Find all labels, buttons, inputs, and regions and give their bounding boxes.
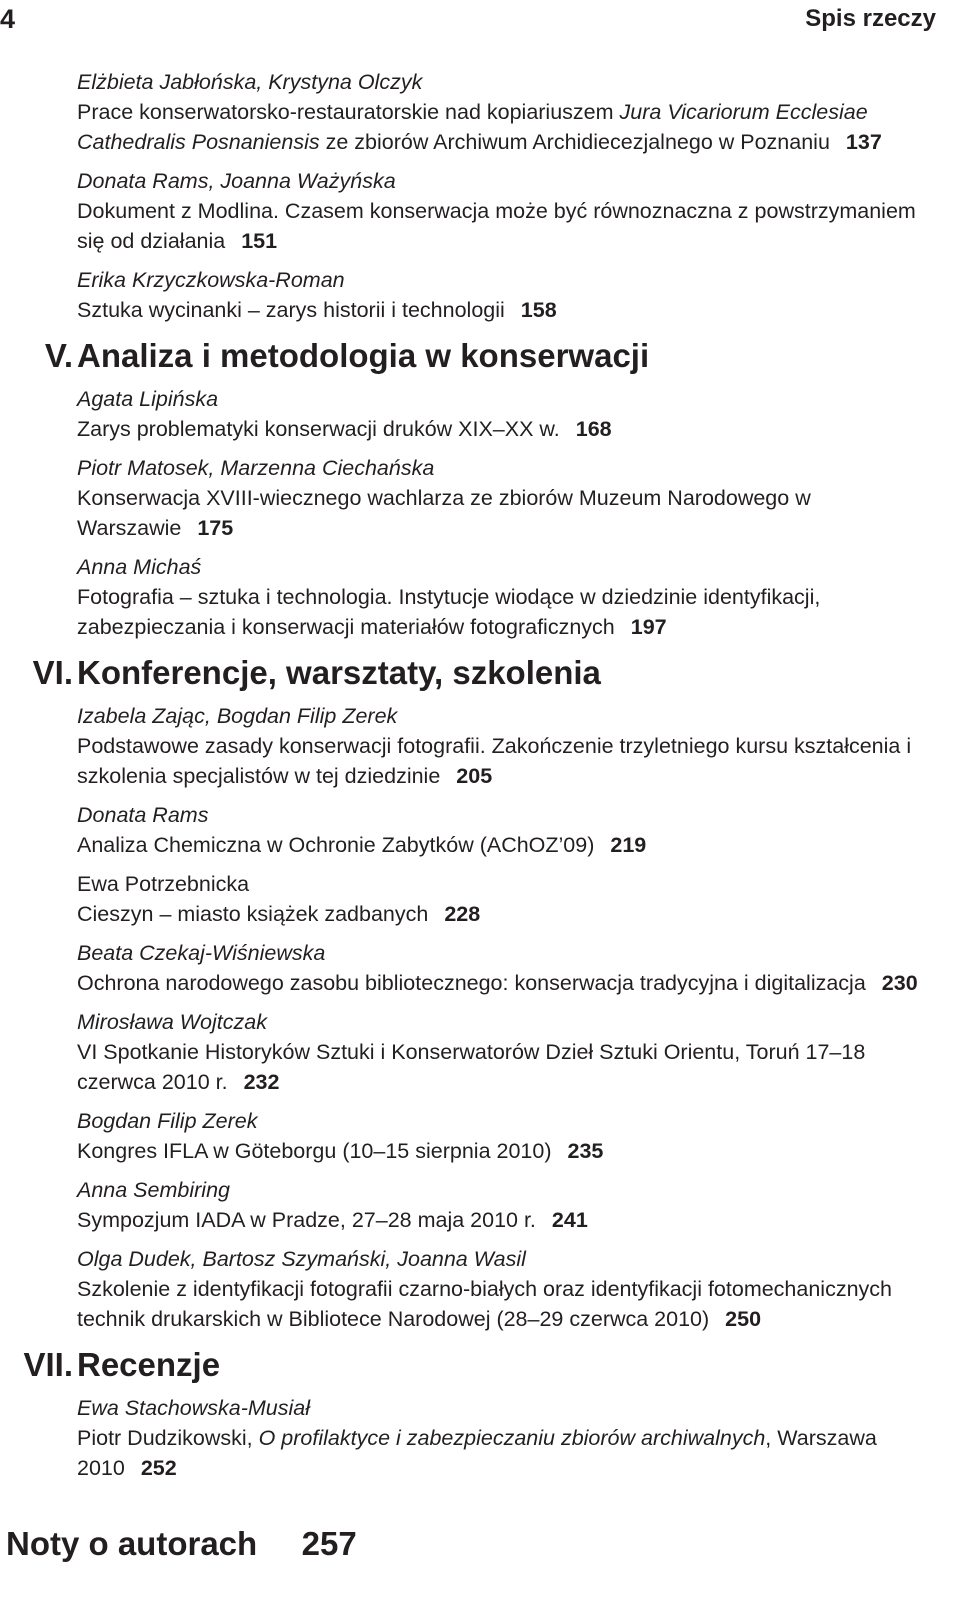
entry-title-text-after: ze zbiorów Archiwum Archidiecezjalnego w Poznaniu: [319, 130, 830, 154]
entry-authors: Erika Krzyczkowska-Roman: [77, 268, 345, 292]
section-numeral: V.: [44, 337, 73, 374]
entry-authors: Beata Czekaj-Wiśniewska: [77, 941, 326, 965]
section-title: Konferencje, warsztaty, szkolenia: [77, 654, 601, 691]
entry-page-number: 151: [241, 229, 278, 253]
entry-page-number: 228: [444, 902, 481, 926]
entry-authors: Donata Rams: [77, 803, 209, 827]
entry-title-text: Analiza Chemiczna w Ochronie Zabytków (AChOZ’09): [77, 833, 595, 857]
entry-title-text: Zarys problematyki konserwacji druków XIX–XX w.: [77, 417, 560, 441]
notes-about-authors: [6, 1522, 357, 1572]
entry-title: [77, 97, 937, 157]
entry-page-number: 137: [845, 130, 882, 154]
entry-title-text: VI Spotkanie Historyków Sztuki i Konserwatorów Dzieł Sztuki Orientu, Toruń 17–18 czerwca 2010 r.: [77, 1040, 866, 1094]
entry-page-number: 241: [551, 1208, 588, 1232]
section-title: Recenzje: [77, 1346, 221, 1383]
toc-entry: [77, 384, 937, 444]
toc-entry: [77, 1007, 937, 1097]
entry-title: [77, 1423, 937, 1483]
entry-authors: Anna Michaś: [77, 555, 202, 579]
toc-entry: [77, 1244, 937, 1334]
toc-section: [0, 1343, 960, 1483]
toc-entry: [77, 265, 937, 325]
entry-page-number: 158: [520, 298, 557, 322]
entry-authors: Elżbieta Jabłońska, Krystyna Olczyk: [77, 70, 423, 94]
entry-page-number: 219: [610, 833, 647, 857]
toc-entry: [77, 552, 937, 642]
entry-page-number: 252: [140, 1456, 177, 1480]
entry-title: [77, 1037, 937, 1097]
entry-title-text: Ochrona narodowego zasobu bibliotecznego: konserwacja tradycyjna i digitalizacja: [77, 971, 866, 995]
entry-authors: Piotr Matosek, Marzenna Ciechańska: [77, 456, 435, 480]
section-heading: [0, 651, 960, 701]
entry-title-text: Kongres IFLA w Göteborgu (10–15 sierpnia 2010): [77, 1139, 552, 1163]
entry-title: [77, 295, 937, 325]
toc-entry: [77, 1175, 937, 1235]
section-heading: [0, 334, 960, 384]
toc-entry: [77, 453, 937, 543]
entry-title: [77, 899, 937, 929]
toc-section: [0, 67, 960, 325]
entry-authors: Anna Sembiring: [77, 1178, 230, 1202]
section-numeral: VII.: [23, 1346, 73, 1383]
entry-page-number: 230: [881, 971, 918, 995]
entry-authors: Agata Lipińska: [77, 387, 219, 411]
entry-title: [77, 483, 937, 543]
entry-authors: Ewa Stachowska-Musiał: [77, 1396, 311, 1420]
entry-title-text: Cieszyn – miasto książek zadbanych: [77, 902, 429, 926]
entry-title: [77, 731, 937, 791]
entry-title-text: Sztuka wycinanki – zarys historii i technologii: [77, 298, 505, 322]
entry-authors: Olga Dudek, Bartosz Szymański, Joanna Wasil: [77, 1247, 526, 1271]
section-heading: [0, 1343, 960, 1393]
entry-authors: Mirosława Wojtczak: [77, 1010, 267, 1034]
toc-entry: [77, 1106, 937, 1166]
toc-entry: [77, 800, 937, 860]
entry-title-text: Podstawowe zasady konserwacji fotografii. Zakończenie trzyletniego kursu kształcenia i szkolenia specjalistów w tej dziedzinie: [77, 734, 912, 788]
entry-authors: Donata Rams, Joanna Ważyńska: [77, 169, 396, 193]
entry-page-number: 205: [456, 764, 493, 788]
entry-page-number: 232: [243, 1070, 280, 1094]
table-of-contents: [0, 62, 960, 1492]
section-numeral: VI.: [32, 654, 73, 691]
toc-entry: [77, 701, 937, 791]
toc-entry: [77, 166, 937, 256]
entry-title-text: Dokument z Modlina. Czasem konserwacja może być równoznaczna z powstrzymaniem się od działania: [77, 199, 916, 253]
entry-title-text: Konserwacja XVIII-wiecznego wachlarza ze zbiorów Muzeum Narodowego w Warszawie: [77, 486, 811, 540]
entry-title: [77, 1205, 937, 1235]
entry-title: [77, 1274, 937, 1334]
entry-title-text: Szkolenie z identyfikacji fotografii czarno-białych oraz identyfikacji fotomechanicznych technik drukarskich w Bibliotece Narodowej (28–29 czerwca 2010): [77, 1277, 892, 1331]
entry-title-text: Fotografia – sztuka i technologia. Instytucje wiodące w dziedzinie identyfikacji, zabezpieczania i konserwacji materiałów fotograficznych: [77, 585, 821, 639]
page-header: [0, 0, 960, 40]
entry-title-text: Prace konserwatorsko-restauratorskie nad kopiariuszem: [77, 100, 620, 124]
toc-entry: [77, 67, 937, 157]
entry-page-number: 235: [567, 1139, 604, 1163]
notes-page-number: 257: [301, 1525, 357, 1562]
toc-section: [0, 651, 960, 1334]
entry-page-number: 197: [630, 615, 667, 639]
entry-authors: Izabela Zając, Bogdan Filip Zerek: [77, 704, 398, 728]
toc-section: [0, 334, 960, 642]
entry-page-number: 168: [575, 417, 612, 441]
toc-entry: [77, 1393, 937, 1483]
entry-title: [77, 196, 937, 256]
entry-title: [77, 582, 937, 642]
entry-title-italic: O profilaktyce i zabezpieczaniu zbiorów archiwalnych: [258, 1426, 766, 1450]
entry-title: [77, 830, 937, 860]
running-title: Spis rzeczy: [805, 5, 936, 32]
entry-authors: Bogdan Filip Zerek: [77, 1109, 258, 1133]
entry-title-italic: Jura Vicariorum Ecclesiae Cathedralis Posnaniensis: [77, 100, 868, 154]
notes-label: Noty o autorach: [6, 1525, 258, 1562]
toc-entry: [77, 938, 937, 998]
entry-title: [77, 1136, 937, 1166]
entry-page-number: 175: [197, 516, 234, 540]
entry-title: [77, 414, 937, 444]
page-number: 4: [0, 4, 16, 34]
section-title: Analiza i metodologia w konserwacji: [77, 337, 650, 374]
entry-authors: Ewa Potrzebnicka: [77, 872, 250, 896]
toc-entry: [77, 869, 937, 929]
entry-page-number: 250: [725, 1307, 762, 1331]
entry-title-text-after: , Warszawa 2010: [77, 1426, 877, 1480]
entry-title-text: Sympozjum IADA w Pradze, 27–28 maja 2010 r.: [77, 1208, 536, 1232]
entry-title: [77, 968, 937, 998]
entry-title-text: Piotr Dudzikowski,: [77, 1426, 259, 1450]
